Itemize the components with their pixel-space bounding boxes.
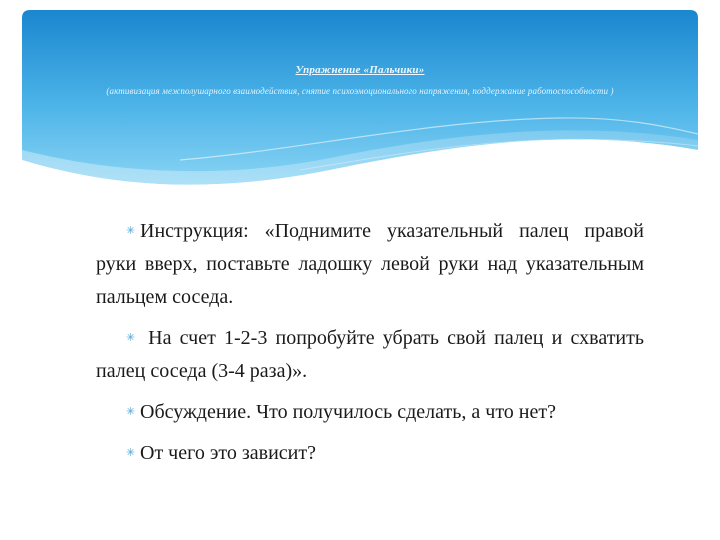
slide-title: Упражнение «Пальчики» [295, 64, 425, 76]
asterisk-icon: ✳ [126, 331, 136, 344]
bullet-list [96, 214, 644, 477]
list-item [96, 395, 644, 429]
list-item [96, 321, 644, 388]
slide-subtitle: (активизация межполушарного взаимодействия, снятие психоэмоционального напряжения, поддержание работоспособности ) [106, 86, 614, 96]
bullet-text: Обсуждение. Что получилось сделать, а что нет? [140, 401, 556, 423]
list-item [96, 214, 644, 314]
asterisk-icon: ✳ [126, 224, 136, 237]
bullet-text: От чего это зависит? [140, 442, 317, 464]
title-block [0, 64, 720, 96]
list-item [96, 436, 644, 470]
asterisk-icon: ✳ [126, 446, 136, 459]
bullet-text: На счет 1-2-3 попробуйте убрать свой палец и схватить палец соседа (3-4 раза)». [96, 327, 644, 382]
bullet-text: Инструкция: «Поднимите указательный палец правой руки вверх, поставьте ладошку левой руки над указательным пальцем соседа. [96, 220, 644, 308]
header-wave-background [0, 0, 720, 200]
asterisk-icon: ✳ [126, 405, 136, 418]
